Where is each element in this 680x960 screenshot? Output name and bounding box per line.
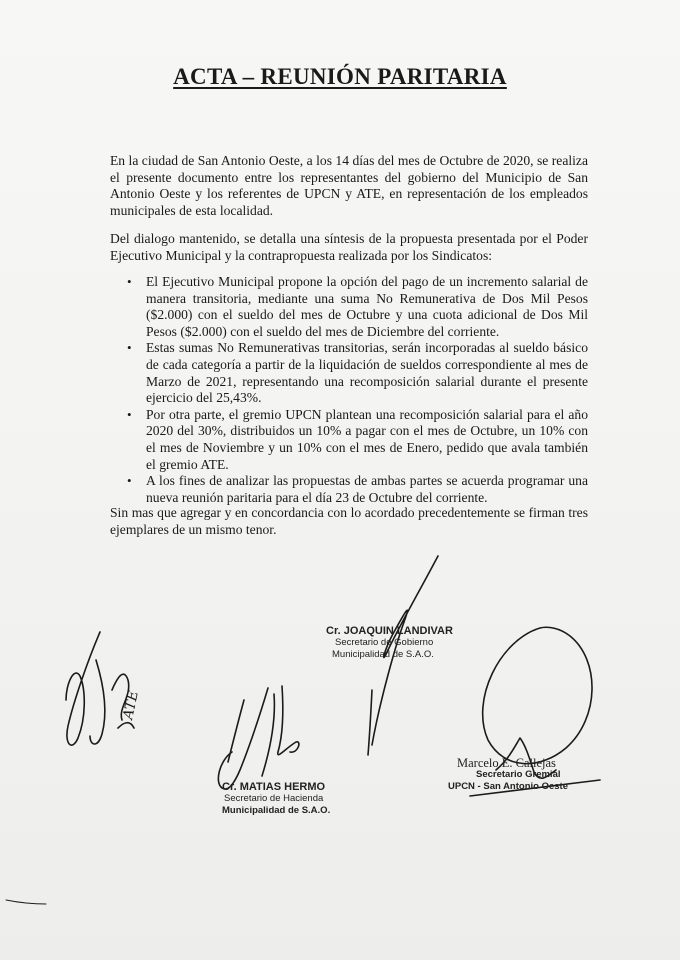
signature-hermo [218,686,299,789]
signer-name: Cr. JOAQUIN LANDIVAR [326,625,453,637]
signer-title: Secretario de Hacienda [224,793,324,804]
signer-title: Secretario Gremial [476,769,561,780]
list-item: • Estas sumas No Remunerativas transitorias, serán incorporadas al sueldo básico de cada categoría a partir de la liquidación de sueldos correspondiente al mes de Marzo de 2021, representando una recomposición salarial durante el presente ejercicio del 25,43%. [146,340,588,406]
signer-institution: Municipalidad de S.A.O. [222,805,331,816]
intro-paragraph: En la ciudad de San Antonio Oeste, a los 14 días del mes de Octubre de 2020, se realiza el presente documento entre los representantes del gobierno del Municipio de San Antonio Oeste y los referentes de UPCN y ATE, en representación de los empleados municipales de esta localidad. [110,153,588,218]
signature-ate [66,632,134,745]
signature-block-landivar [326,625,453,661]
dialog-paragraph: Del dialogo mantenido, se detalla una síntesis de la propuesta presentada por el Poder Ejecutivo Municipal y la contrapropuesta realizada por los Sindicatos: [110,231,588,263]
closing-paragraph: Sin mas que agregar y en concordancia con lo acordado precedentemente se firman tres ejemplares de un mismo tenor. [110,505,588,537]
ate-handwritten-label: ATE [120,689,142,721]
proposal-list [110,274,588,506]
signer-name: Cr. MATIAS HERMO [222,781,326,793]
document-title: ACTA – REUNIÓN PARITARIA [173,64,507,89]
signer-title: Secretario de Gobierno [335,637,434,648]
list-item: • Por otra parte, el gremio UPCN plantean una recomposición salarial para el año 2020 del 30%, distribuidos un 10% a pagar con el mes de Octubre, un 10% con el mes de Noviembre y un 10% con el mes de Enero, pedido que avala también el gremio ATE. [146,407,588,473]
list-item: • A los fines de analizar las propuestas de ambas partes se acuerda programar una nueva reunión paritaria para el día 23 de Octubre del corriente. [146,473,588,506]
list-item: • El Ejecutivo Municipal propone la opción del pago de un incremento salarial de manera transitoria, mediante una suma No Remunerativa de Dos Mil Pesos ($2.000) con el sueldo del mes de Octubre y una cuota adicional de Dos Mil Pesos ($2.000) con el sueldo del mes de Diciembre del corriente. [146,274,588,340]
signer-name: Marcelo E. Callejas [457,756,556,770]
signer-institution: UPCN - San Antonio Oeste [448,781,568,792]
signature-block-callejas [446,757,568,793]
signer-institution: Municipalidad de S.A.O. [332,649,434,660]
signature-block-hermo [222,781,330,817]
